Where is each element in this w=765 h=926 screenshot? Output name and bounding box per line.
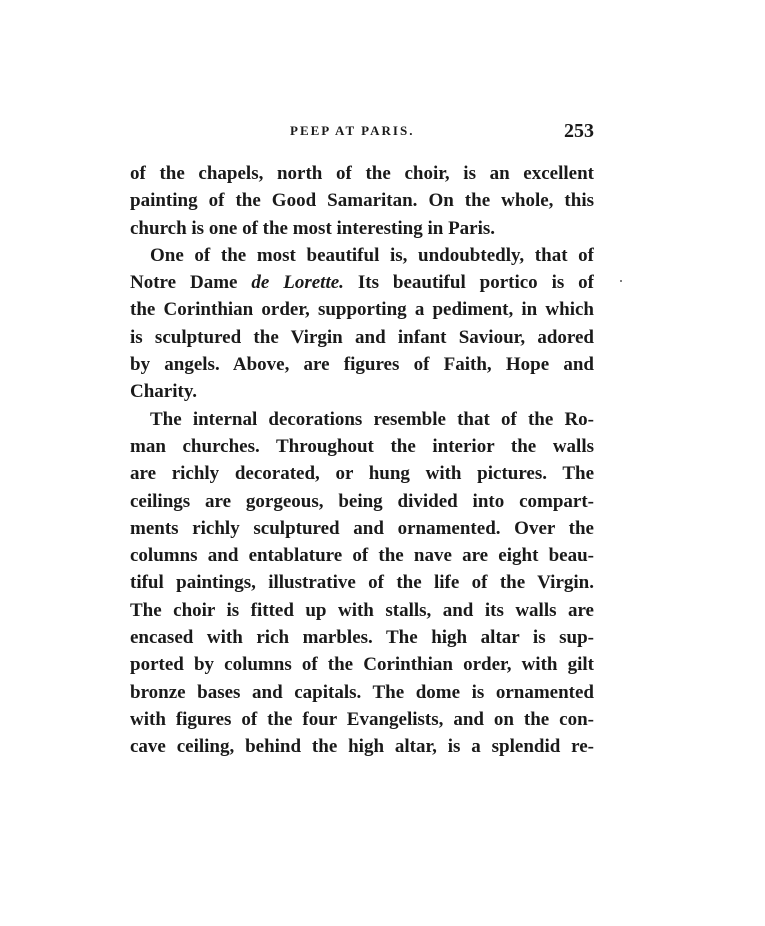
text-line: encased with rich marbles. The high altar is sup- (130, 627, 594, 649)
text-line: the Corinthian order, supporting a pediment, in which (130, 299, 594, 321)
text-line: ported by columns of the Corinthian order, with gilt (130, 654, 594, 676)
text-line: man churches. Throughout the interior the walls (130, 435, 594, 457)
text-line: The choir is fitted up with stalls, and its walls are (130, 599, 594, 621)
ink-speck (620, 280, 622, 282)
text-run: Its beautiful portico is of (357, 272, 594, 294)
text-line: ceilings are gorgeous, being divided into compart- (130, 490, 594, 512)
text-line: bronze bases and capitals. The dome is ornamented (130, 681, 594, 703)
italic-text: de Lorette. (251, 272, 344, 294)
text-line: One of the most beautiful is, undoubtedly, that of (150, 244, 594, 266)
text-line: tiful paintings, illustrative of the life of the Virgin. (130, 572, 594, 594)
text-line: are richly decorated, or hung with pictures. The (130, 463, 594, 485)
text-line: cave ceiling, behind the high altar, is a splendid re- (130, 736, 594, 758)
text-line: The internal decorations resemble that of the Ro- (150, 408, 594, 430)
text-run: Notre Dame (130, 272, 238, 294)
running-head (130, 120, 596, 144)
text-line: is sculptured the Virgin and infant Saviour, adored (130, 326, 594, 348)
text-line: Charity. (130, 381, 198, 403)
text-line: ments richly sculptured and ornamented. Over the (130, 517, 594, 539)
running-title: PEEP AT PARIS. (290, 123, 415, 138)
body-text (130, 160, 594, 761)
page-number: 253 (564, 120, 594, 142)
text-line: with figures of the four Evangelists, and on the con- (130, 708, 594, 730)
text-line: painting of the Good Samaritan. On the whole, this (130, 190, 594, 212)
text-line: church is one of the most interesting in Paris. (130, 217, 496, 239)
text-line: by angels. Above, are figures of Faith, Hope and (130, 354, 594, 376)
text-line (130, 269, 594, 296)
text-line: of the chapels, north of the choir, is an excellent (130, 163, 594, 184)
text-line: columns and entablature of the nave are eight beau- (130, 545, 594, 567)
